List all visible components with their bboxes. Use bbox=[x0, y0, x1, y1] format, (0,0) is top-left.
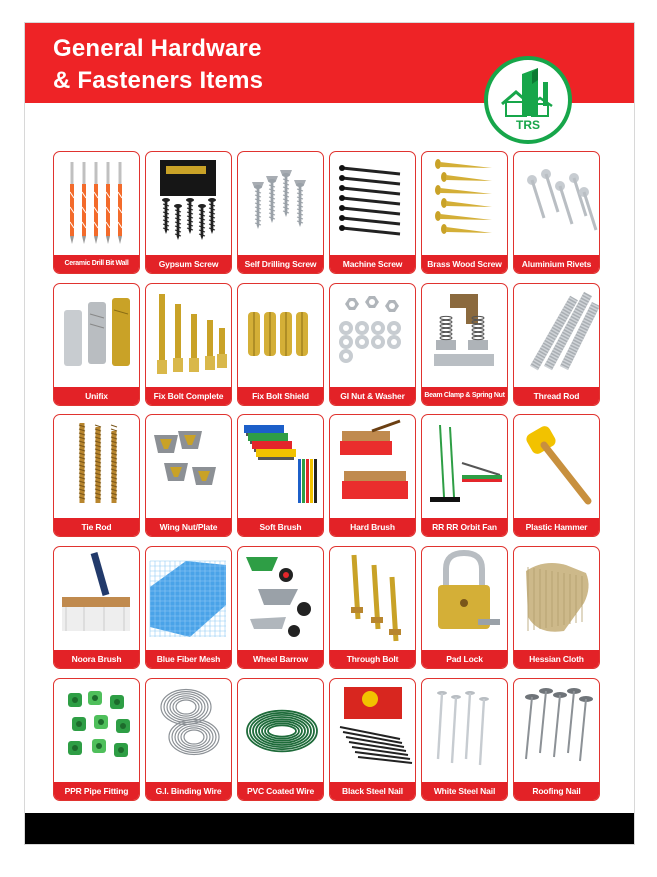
through-bolts-icon bbox=[330, 547, 415, 651]
brass-screws-icon bbox=[422, 152, 507, 256]
machine-screws-icon bbox=[330, 152, 415, 256]
product-card bbox=[329, 678, 416, 801]
padlock-icon bbox=[422, 547, 507, 651]
product-label: Soft Brush bbox=[238, 518, 323, 536]
product-label: Through Bolt bbox=[330, 650, 415, 668]
product-label: Hessian Cloth bbox=[514, 650, 599, 668]
product-label: Beam Clamp & Spring Nut bbox=[422, 387, 507, 405]
soft-brushes-icon bbox=[238, 415, 323, 519]
product-card bbox=[53, 151, 140, 274]
title-line-1: General Hardware bbox=[53, 35, 262, 62]
product-label: Wheel Barrow bbox=[238, 650, 323, 668]
product-label: Ceramic Drill Bit Wall bbox=[54, 255, 139, 273]
product-label: Fix Bolt Complete bbox=[146, 387, 231, 405]
product-label: Plastic Hammer bbox=[514, 518, 599, 536]
product-label: Gypsum Screw bbox=[146, 255, 231, 273]
product-card bbox=[237, 546, 324, 669]
gypsum-screws-icon bbox=[146, 152, 231, 256]
roofing-nails-icon bbox=[514, 679, 599, 783]
title-line-2: & Fasteners Items bbox=[53, 67, 264, 94]
floor-squeegees-icon bbox=[422, 415, 507, 519]
product-card bbox=[53, 546, 140, 669]
product-card bbox=[421, 678, 508, 801]
fix-bolts-icon bbox=[146, 284, 231, 388]
product-card bbox=[329, 546, 416, 669]
hessian-roll-icon bbox=[514, 547, 599, 651]
wing-nuts-icon bbox=[146, 415, 231, 519]
product-card bbox=[145, 546, 232, 669]
product-card bbox=[53, 678, 140, 801]
product-label: Noora Brush bbox=[54, 650, 139, 668]
self-drilling-screws-icon bbox=[238, 152, 323, 256]
black-nails-icon bbox=[330, 679, 415, 783]
product-label: Self Drilling Screw bbox=[238, 255, 323, 273]
hard-brushes-icon bbox=[330, 415, 415, 519]
product-card bbox=[513, 678, 600, 801]
bolt-shields-icon bbox=[238, 284, 323, 388]
product-card bbox=[145, 678, 232, 801]
thread-rods-icon bbox=[514, 284, 599, 388]
product-card bbox=[145, 151, 232, 274]
product-label: Tie Rod bbox=[54, 518, 139, 536]
product-label: G.I. Binding Wire bbox=[146, 782, 231, 800]
product-card bbox=[513, 283, 600, 406]
rivets-icon bbox=[514, 152, 599, 256]
fiber-mesh-roll-icon bbox=[146, 547, 231, 651]
product-card bbox=[421, 414, 508, 537]
product-label: PVC Coated Wire bbox=[238, 782, 323, 800]
product-label: Unifix bbox=[54, 387, 139, 405]
product-label: Pad Lock bbox=[422, 650, 507, 668]
product-card bbox=[513, 414, 600, 537]
product-label: GI Nut & Washer bbox=[330, 387, 415, 405]
product-label: PPR Pipe Fitting bbox=[54, 782, 139, 800]
product-label: Roofing Nail bbox=[514, 782, 599, 800]
pipe-fittings-icon bbox=[54, 679, 139, 783]
product-card bbox=[329, 151, 416, 274]
product-label: Machine Screw bbox=[330, 255, 415, 273]
product-card bbox=[513, 546, 600, 669]
product-card bbox=[237, 414, 324, 537]
binding-wire-icon bbox=[146, 679, 231, 783]
wheel-barrows-icon bbox=[238, 547, 323, 651]
product-card bbox=[53, 283, 140, 406]
product-card bbox=[237, 151, 324, 274]
product-label: Black Steel Nail bbox=[330, 782, 415, 800]
product-label: Thread Rod bbox=[514, 387, 599, 405]
product-label: White Steel Nail bbox=[422, 782, 507, 800]
white-nails-icon bbox=[422, 679, 507, 783]
nuts-washers-icon bbox=[330, 284, 415, 388]
logo-text: TRS bbox=[516, 118, 540, 132]
product-label: Brass Wood Screw bbox=[422, 255, 507, 273]
product-card bbox=[421, 151, 508, 274]
product-card bbox=[329, 414, 416, 537]
catalog-page bbox=[24, 22, 635, 845]
product-label: Aluminium Rivets bbox=[514, 255, 599, 273]
product-label: Wing Nut/Plate bbox=[146, 518, 231, 536]
noora-brush-icon bbox=[54, 547, 139, 651]
company-logo bbox=[484, 56, 572, 144]
tie-rods-icon bbox=[54, 415, 139, 519]
unifix-anchors-icon bbox=[54, 284, 139, 388]
plastic-hammer-icon bbox=[514, 415, 599, 519]
product-card bbox=[53, 414, 140, 537]
drill-bits-icon bbox=[54, 152, 139, 256]
coated-wire-icon bbox=[238, 679, 323, 783]
product-card bbox=[145, 414, 232, 537]
product-card bbox=[145, 283, 232, 406]
product-label: Blue Fiber Mesh bbox=[146, 650, 231, 668]
product-card bbox=[421, 546, 508, 669]
product-card bbox=[329, 283, 416, 406]
product-label: Fix Bolt Shield bbox=[238, 387, 323, 405]
product-card bbox=[421, 283, 508, 406]
product-card bbox=[237, 678, 324, 801]
product-card bbox=[237, 283, 324, 406]
beam-clamp-icon bbox=[422, 284, 507, 388]
product-card bbox=[513, 151, 600, 274]
product-label: Hard Brush bbox=[330, 518, 415, 536]
product-label: RR RR Orbit Fan bbox=[422, 518, 507, 536]
footer-bar bbox=[25, 813, 634, 844]
